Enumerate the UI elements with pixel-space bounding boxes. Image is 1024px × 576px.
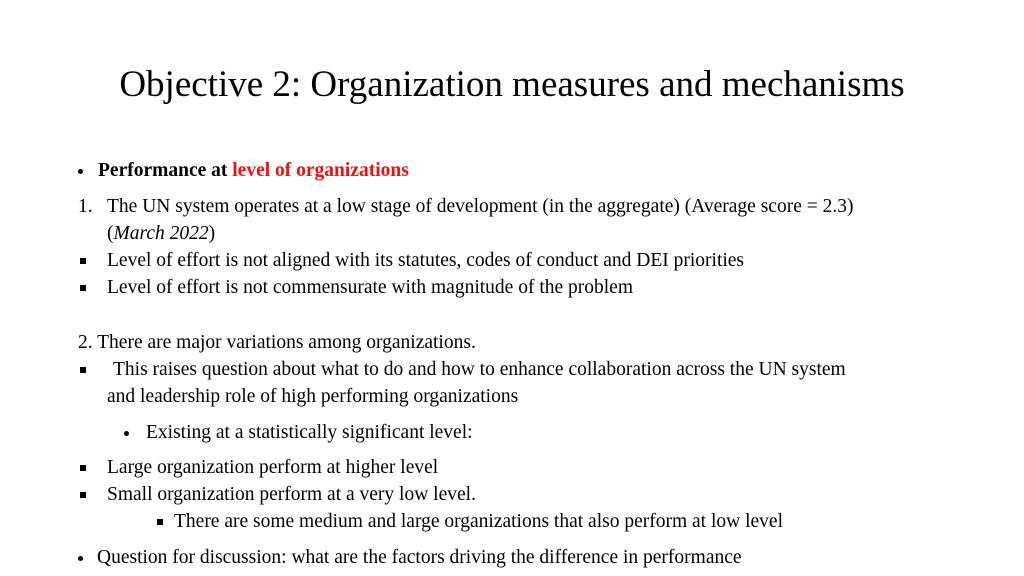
sub-bullet-1a [80, 248, 744, 274]
bullet-question [78, 545, 742, 571]
sub-bullet-text: There are some medium and large organizations that also perform at low level [174, 511, 783, 532]
sub-bullet-text: Level of effort is not aligned with its statutes, codes of conduct and DEI priorities [107, 250, 745, 271]
sub-bullet-2a-cont: and leadership role of high performing organizations [107, 386, 519, 407]
date-italic: March 2022 [113, 223, 209, 244]
item-1-text: The UN system operates at a low stage of development (in the aggregate) (Average score = 2.3) [107, 196, 854, 217]
nested-bullet [124, 420, 473, 446]
question-text: Question for discussion: what are the factors driving the difference in performance [97, 547, 742, 568]
sub-bullet-2c-nested [157, 509, 783, 535]
sub-bullet-text: Small organization perform at a very low level. [107, 484, 476, 505]
sub-bullet-1b [80, 275, 633, 301]
nested-bullet-text: Existing at a statistically significant level: [146, 422, 473, 443]
level-highlight: level of organizations [232, 160, 409, 181]
sub-bullet-2b [80, 455, 438, 481]
bullet-performance [78, 158, 409, 184]
item-1-number: 1. [78, 196, 93, 217]
sub-bullet-2a [80, 357, 846, 383]
performance-label: Performance at [98, 160, 233, 181]
sub-bullet-2c [80, 482, 476, 508]
sub-bullet-text: This raises question about what to do and how to enhance collaboration across the UN system [113, 359, 846, 380]
sub-bullet-text: Large organization perform at higher level [107, 457, 439, 478]
slide-title: Objective 2: Organization measures and mechanisms [119, 64, 905, 105]
sub-bullet-text: Level of effort is not commensurate with magnitude of the problem [107, 277, 633, 298]
date-close: ) [208, 223, 216, 244]
date-open: ( [107, 223, 114, 244]
item-1-date [107, 221, 215, 247]
item-2: 2. There are major variations among organizations. [78, 332, 476, 353]
